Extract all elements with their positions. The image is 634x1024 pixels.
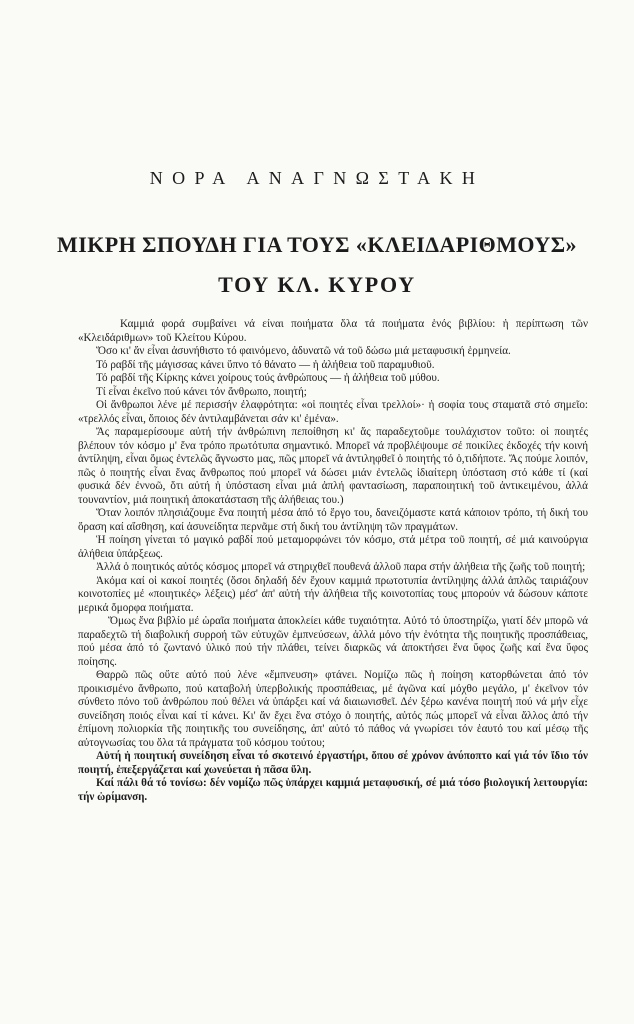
paragraph: Ὅσο κι' ἄν εἶναι ἀσυνήθιστο τό φαινόμενο, ἀδυνατῶ νά τοῦ δώσω μιά μεταφυσική ἑρμηνεία. [96, 345, 511, 357]
author-name: ΝΟΡΑ ΑΝΑΓΝΩΣΤΑΚΗ [149, 168, 485, 188]
paragraph: Ἡ ποίηση γίνεται τό μαγικό ραβδί πού μεταμορφώνει τόν κόσμο, στά μέτρα τοῦ ποιητή, σέ μιά καινούργια ἀλήθεια ὑπάρξεως. [78, 534, 588, 560]
article-subtitle: ΤΟΥ ΚΛ. ΚΥΡΟΥ [218, 272, 416, 297]
article-title: ΜΙΚΡΗ ΣΠΟΥΔΗ ΓΙΑ ΤΟΥΣ «ΚΛΕΙΔΑΡΙΘΜΟΥΣ» [57, 232, 577, 257]
paragraph: Τί εἶναι ἐκεῖνο πού κάνει τόν ἄνθρωπο, ποιητή; [96, 385, 307, 398]
article-body [78, 318, 588, 804]
paragraph: Ἄς παραμερίσουμε αὐτή τήν ἀνθρώπινη πεποίθηση κι' ἄς παραδεχτοῦμε τουλάχιστον τοῦτο: οἱ ποιητές βλέπουν τόν κόσμο μ' ἕνα τρόπο πρωτότυπα σημαντικό. Μπορεῖ νά προβλέψουμε σέ ποικίλες ἐκδοχές τήν κοινή ἀντίληψη, εἶναι ὅμως ἐντελῶς ἄγνωστο μας, πῶς μπορεῖ νά ἀντιληφθεῖ ὁ ποιητής τό ὁ,τιδήποτε. Ἄς πούμε λοιπόν, πῶς ὁ ποιητής εἶναι ἕνας ἄνθρωπος πού μπορεῖ νά δώσει μιάν ἐντελῶς ἰδιαίτερη ὑπόσταση στό κάθε τί (καί φυσικά δέν ἐννοῶ, ὅτι αὐτή ἡ ὑπόσταση εἶναι μιά ἁπλή φαντασίωση, παραποιητική τοῦ ἀντικειμένου, ἀλλά τουναντίον, μιά ποιητική ἀποκατάσταση τῆς ἀλήθειας του.) [78, 426, 588, 506]
paragraph: Τό ραβδί τῆς μάγισσας κάνει ὕπνο τό θάνατο — ἡ ἀλήθεια τοῦ παραμυθιοῦ. [96, 358, 435, 371]
paragraph: Ἀκόμα καί οἱ κακοί ποιητές (ὅσοι δηλαδή δέν ἔχουν καμμιά πρωτοτυπία ἀντίληψης ἀλλά ἁπλῶς ταιριάζουν κοινοτοπίες μέ «ποιητικές» λέξεις) μέσ' ἀπ' αὐτή τήν ἀλήθεια τῆς κοινοτοπίας τους μπορούν νά δώσουν κάποτε μερικά ὄμορφα ποιήματα. [78, 574, 588, 614]
paragraph: Ἀλλά ὁ ποιητικός αὐτός κόσμος μπορεῖ νά στηριχθεῖ πουθενά ἀλλοῦ παρα στήν ἀλήθεια τῆς ζωῆς τοῦ ποιητή; [96, 561, 586, 573]
paragraph: Ὅταν λοιπόν πλησιάζουμε ἕνα ποιητή μέσα ἀπό τό ἔργο του, δανειζόμαστε κατά κάποιον τρόπο, τή δική του ὅραση καί αἴσθηση, καί ἀσυνείδητα περνᾶμε στή δική του ἀντίληψη τῶν πραγμάτων. [78, 507, 588, 533]
paragraph: Τό ραβδί τῆς Κίρκης κάνει χοίρους τούς ἀνθρώπους — ἡ ἀλήθεια τοῦ μύθου. [96, 372, 440, 384]
paragraph: Καμμιά φορά συμβαίνει νά είναι ποιήματα ὅλα τά ποιήματα ἑνός βιβλίου: ἡ περίπτωση τῶν «Κλειδάριθμων» τοῦ Κλείτου Κύρου. [78, 318, 588, 344]
paragraph: Αὐτή ἡ ποιητική συνείδηση εἶναι τό σκοτεινό ἐργαστήρι, ὅπου σέ χρόνον ἀνύποπτο καί γιά τόν ἴδιο τόν ποιητή, ἐπεξεργάζεται καί χωνεύεται ἡ πᾶσα ὕλη. [78, 750, 588, 776]
paragraph: Θαρρῶ πῶς οὔτε αὐτό πού λένε «ἔμπνευση» φτάνει. Νομίζω πῶς ἡ ποίηση κατορθώνεται ἀπό τόν προικισμένο ἄνθρωπο, πού καταβολή ὑπερβολικής προσπάθειας, μέ ἀγῶνα καί μόχθο μεγάλο, μ' ἐκεῖνον τόν σύνθετο πόνο τοῦ ἀνθρώπου πού θέλει νά ὑπάρξει καί νά διαιωνισθεῖ. Δέν ξέρω κανένα ποιητή πού νά μήν εἶχε συνείδηση ποιός εἶναι καί τί κάνει. Κι' ἄν ἔχει ἕνα στόχο ὁ ποιητής, αὐτός πώς μπορεῖ νά εἶναι ἄλλος ἀπό τήν ἐπίμονη πολιορκία τῆς ποιητικῆς του συνείδησης, ἀπ' αὐτό τό πάθος νά γνωρίσει τόν ἑαυτό του καί μέσῳ τῆς αὐτογνωσίας του ὅλα τά πράγματα τοῦ κόσμου τούτου; [78, 669, 588, 749]
paragraph: Ὅμως ἕνα βιβλίο μέ ὡραῖα ποιήματα ἀποκλείει κάθε τυχαιότητα. Αὐτό τό ὑποστηρίζω, γιατί δέν μπορῶ νά παραδεχτῶ τή διαβολική συρροή τῶν εὐτυχῶν ἐμπνεύσεων, ἀλλά μόνο τήν ἑνότητα τῆς ποιητικῆς προσπάθειας, πού μέσα ἀπό τό ζωντανό ὑλικό πού τήν πλάθει, τείνει διαρκῶς νά ἀποκτήσει ἕνα ὕφος ζωῆς καί ἕνα ὕφος ποίησης. [78, 615, 588, 668]
paragraph: Καί πάλι θά τό τονίσω: δέν νομίζω πῶς ὑπάρχει καμμιά μεταφυσική, σέ μιά τόσο βιολογική λειτουργία: τήν ὡρίμανση. [78, 777, 588, 803]
paragraph: Οἱ ἄνθρωποι λένε μέ περισσήν ἐλαφρότητα: «οἱ ποιητές εἶναι τρελλοί»· ἡ σοφία τους σταματᾶ στό σημεῖο: «τρελλός εἶναι, ὅποιος δέν ἀντιλαμβάνεται σάν κι' ἐμένα». [78, 399, 588, 425]
